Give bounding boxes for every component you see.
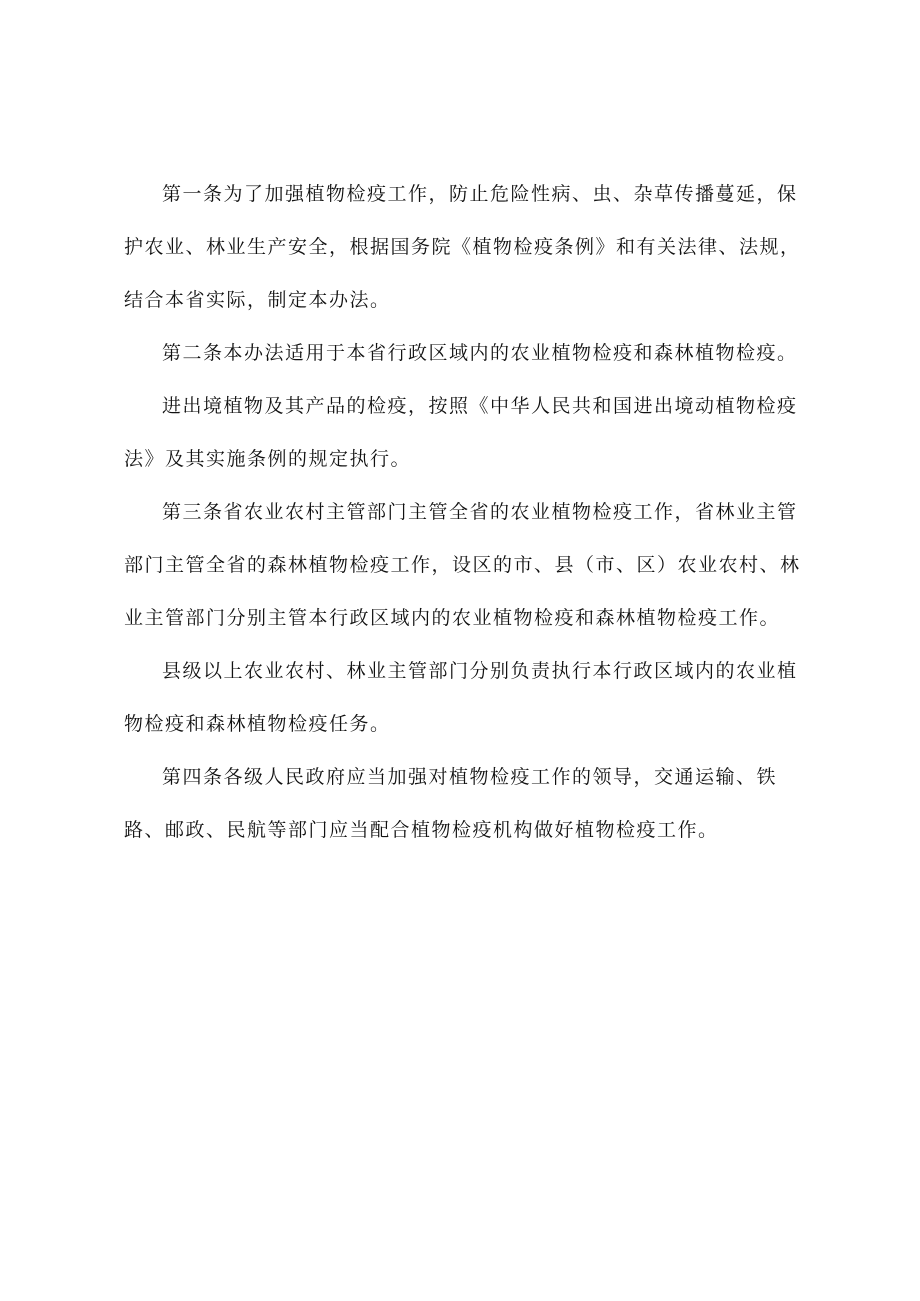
paragraph-article-2-clause: 进出境植物及其产品的检疫，按照《中华人民共和国进出境动植物检疫法》及其实施条例的规定执行。 (124, 395, 798, 470)
paragraph-article-4: 第四条各级人民政府应当加强对植物检疫工作的领导，交通运输、铁路、邮政、民航等部门应当配合植物检疫机构做好植物检疫工作。 (124, 766, 778, 841)
document-body (124, 168, 814, 857)
paragraph-article-1: 第一条为了加强植物检疫工作，防止危险性病、虫、杂草传播蔓延，保护农业、林业生产安全，根据国务院《植物检疫条例》和有关法律、法规，结合本省实际，制定本办法。 (124, 183, 801, 311)
paragraph-article-3-clause: 县级以上农业农村、林业主管部门分别负责执行本行政区域内的农业植物检疫和森林植物检疫任务。 (124, 660, 798, 735)
paragraph-article-3: 第三条省农业农村主管部门主管全省的农业植物检疫工作，省林业主管部门主管全省的森林植物检疫工作，设区的市、县（市、区）农业农村、林业主管部门分别主管本行政区域内的农业植物检疫和森林植物检疫工作。 (124, 501, 801, 629)
paragraph-article-2: 第二条本办法适用于本省行政区域内的农业植物检疫和森林植物检疫。 (162, 342, 798, 364)
